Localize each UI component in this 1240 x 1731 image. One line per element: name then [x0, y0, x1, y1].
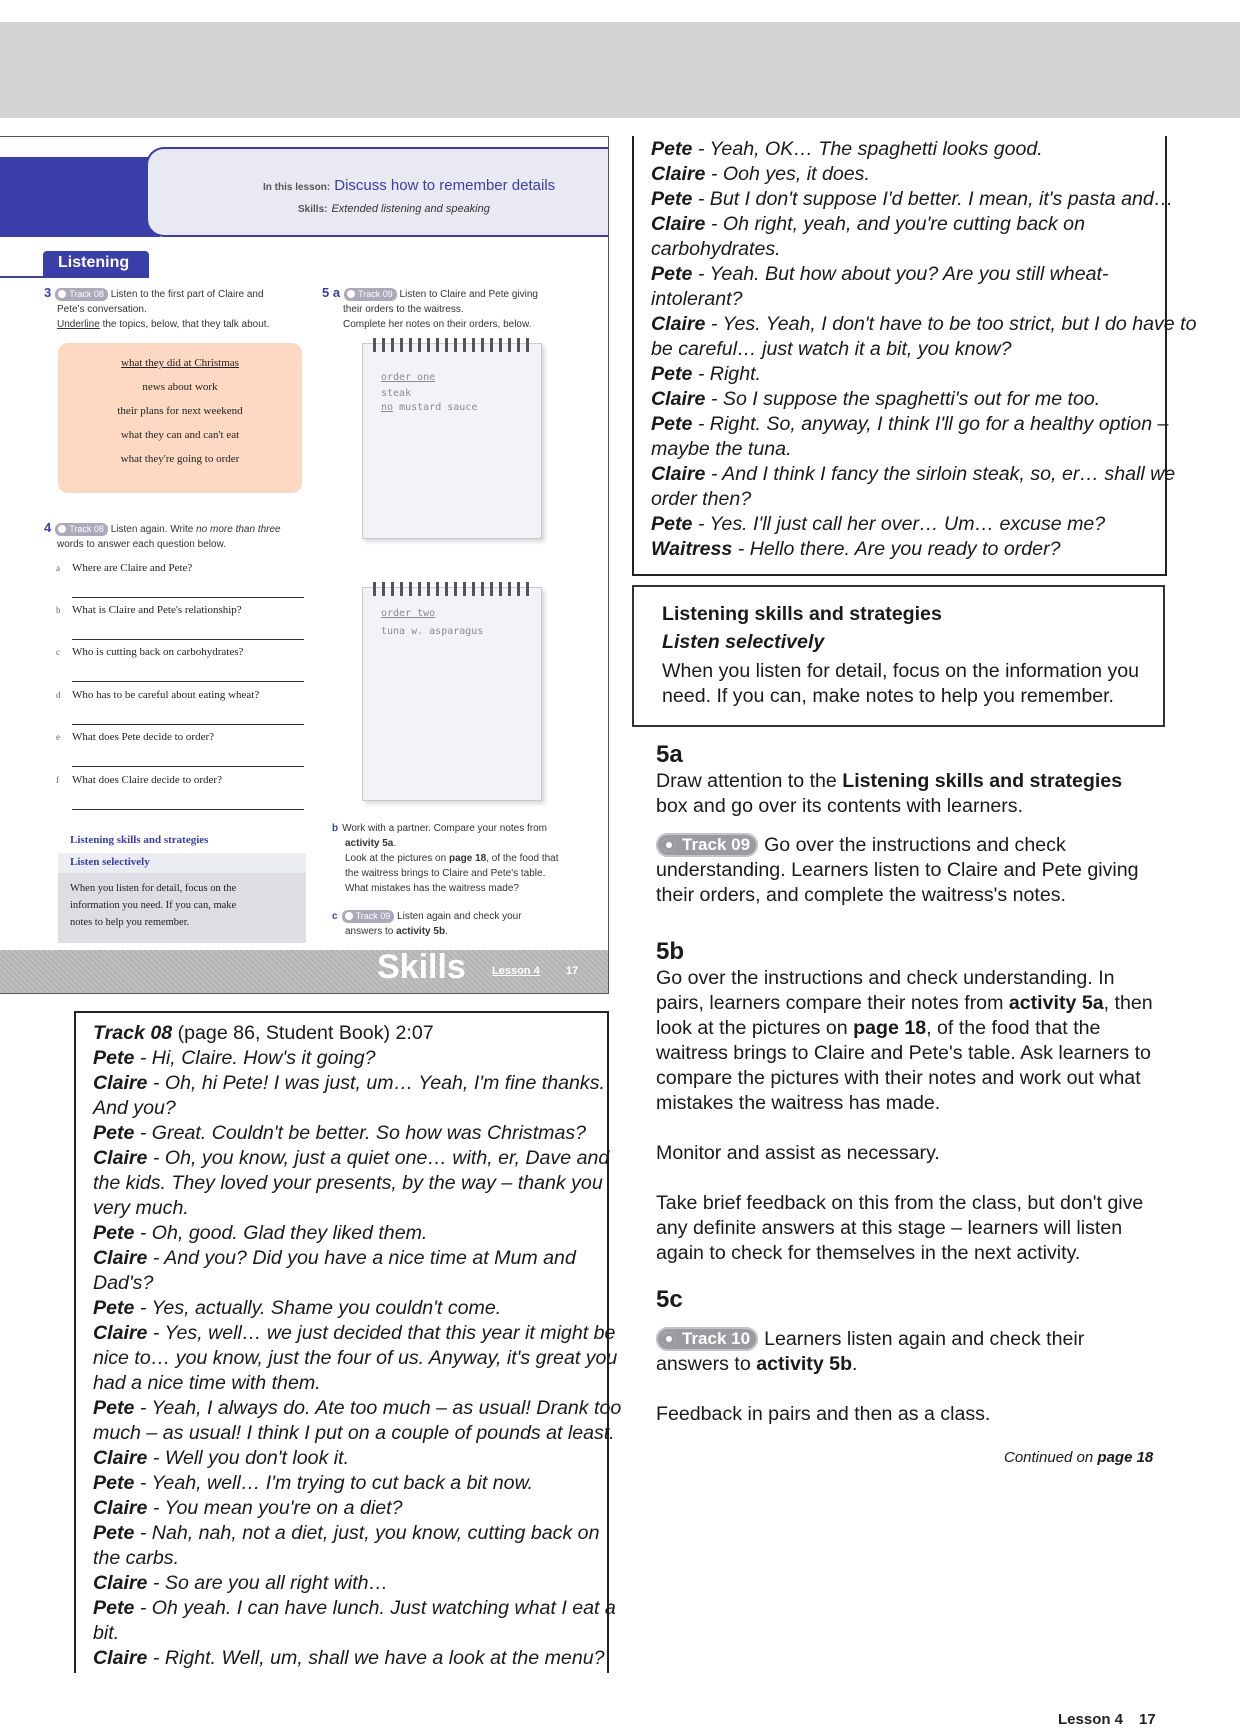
transcript-line [93, 1046, 603, 1071]
speech-text: much – as usual! I think I put on a couple of pounds at least. [93, 1422, 615, 1444]
transcript-line [93, 1546, 603, 1571]
speech-text: And you? [93, 1097, 176, 1119]
speech-text: - Right. Well, um, shall we have a look at the menu? [147, 1647, 605, 1669]
speech-text: - Yes. I'll just call her over… Um… excuse me? [692, 513, 1106, 535]
speech-text: - So I suppose the spaghetti's out for me too. [705, 388, 1101, 410]
lss-small-title: Listening skills and strategies [70, 834, 209, 846]
speaker-name: Claire [651, 213, 706, 235]
speaker-name: Pete [93, 1047, 135, 1069]
transcript-line [93, 1271, 603, 1296]
speaker-name: Claire [651, 313, 706, 335]
speech-text: - Yeah, well… I'm trying to cut back a bit now. [134, 1472, 534, 1494]
speech-text: - Right. [692, 363, 761, 385]
note-5b-para1: Go over the instructions and check understanding. In pairs, learners compare their notes from activity 5a, then look at the pictures on page 18, of the food that the waitress brings to Claire and Pete's table. Ask learners to compare the pictures with their notes and work out what mistakes the waitress has made. [656, 967, 1153, 1114]
speech-text: bit. [93, 1622, 120, 1644]
play-icon [58, 525, 66, 533]
speaker-name: Pete [93, 1122, 135, 1144]
speech-text: order then? [651, 488, 752, 510]
transcript-line [651, 137, 1163, 162]
transcript-line [651, 437, 1163, 462]
speech-text: be careful… just watch it a bit, you know? [651, 338, 1012, 360]
topic-item: what they can and can't eat [120, 429, 240, 441]
top-band [0, 22, 1240, 118]
track-09-chip: Track 09 [344, 288, 397, 301]
speaker-name: Pete [93, 1597, 135, 1619]
transcript-line [93, 1221, 603, 1246]
speaker-name: Claire [93, 1647, 148, 1669]
play-icon [58, 290, 66, 298]
transcript-line [93, 1296, 603, 1321]
speech-text: - Oh, you know, just a quiet one… with, er, Dave and [147, 1147, 610, 1169]
speech-text: had a nice time with them. [93, 1372, 321, 1394]
speech-text: - Great. Couldn't be better. So how was Christmas? [134, 1122, 587, 1144]
transcript-line [651, 462, 1176, 487]
transcript-line [651, 162, 1163, 187]
transcript-line [651, 537, 1163, 562]
speech-text: - And you? Did you have a nice time at Mum and [147, 1247, 576, 1269]
spiral-rings [373, 338, 533, 352]
transcript-line [651, 362, 1163, 387]
speaker-name: Pete [651, 513, 693, 535]
transcript-line [93, 1421, 615, 1446]
play-icon [347, 290, 355, 298]
speech-text: - Yeah. But how about you? Are you still wheat- [692, 263, 1109, 285]
listening-skills-box [632, 585, 1165, 727]
speech-text: - Well you don't look it. [147, 1447, 350, 1469]
note-heading-5b: 5b [656, 938, 685, 965]
transcript-line [651, 212, 1163, 237]
speech-text: - Hi, Claire. How's it going? [134, 1047, 376, 1069]
speaker-name: Pete [651, 263, 693, 285]
speech-text: - Yes. Yeah, I don't have to be too strict, but I do have to [705, 313, 1197, 335]
speaker-name: Claire [651, 388, 706, 410]
footer-skills: Skills [377, 948, 466, 986]
answer-line[interactable] [72, 597, 304, 598]
transcript-line [93, 1196, 603, 1221]
tab-underline [0, 276, 149, 278]
speech-text: the kids. They loved your presents, by the way – thank you [93, 1172, 603, 1194]
exercise-5a: 5 a Track 09 Listen to Claire and Pete giving their orders to the waitress. Complete her notes on their orders, below. [322, 285, 538, 330]
topics-box [58, 343, 302, 493]
speaker-name: Pete [93, 1222, 135, 1244]
transcript-line [651, 287, 1163, 312]
transcript-line [651, 262, 1163, 287]
transcript-line [93, 1071, 603, 1096]
question-item: b What is Claire and Pete's relationship? [56, 604, 242, 616]
footer-lesson: Lesson 4 [492, 965, 540, 977]
student-book-page [0, 136, 609, 994]
transcript-heading: Track 08 (page 86, Student Book) 2:07 [93, 1022, 434, 1044]
notepad-order-one: order one steak no mustard sauce [362, 343, 542, 539]
answer-line[interactable] [72, 681, 304, 682]
speaker-name: Pete [93, 1297, 135, 1319]
transcript-line [93, 1146, 610, 1171]
question-item: f What does Claire decide to order? [56, 774, 222, 786]
track-09-chip: Track 09 [342, 910, 395, 923]
answer-line[interactable] [72, 766, 304, 767]
speech-text: the carbs. [93, 1547, 180, 1569]
note-5b-para2: Monitor and assist as necessary. [656, 1142, 940, 1164]
lesson-header [146, 147, 609, 237]
transcript-line [93, 1571, 603, 1596]
transcript-line [93, 1496, 603, 1521]
speech-text: - Yes, well… we just decided that this year it might be [147, 1322, 616, 1344]
note-5a-para2: Track 09 Go over the instructions and check understanding. Learners listen to Claire and Pete giving their orders, and complete the waitress's notes. [656, 834, 1139, 906]
transcript-line [93, 1521, 603, 1546]
footer-page: 17 [566, 965, 579, 977]
transcript-line [651, 487, 1163, 512]
answer-line[interactable] [72, 724, 304, 725]
transcript-line [651, 237, 1163, 262]
note-5a-para1: Draw attention to the Listening skills and strategies box and go over its contents with learners. [656, 770, 1123, 817]
play-icon [345, 912, 353, 920]
header-bar [0, 157, 160, 237]
note-heading-5c: 5c [656, 1286, 683, 1313]
speaker-name: Pete [93, 1397, 135, 1419]
topic-item: their plans for next weekend [117, 405, 243, 417]
transcript-left [93, 1021, 622, 1671]
speaker-name: Claire [651, 463, 706, 485]
lss-small-box: Listen selectively When you listen for detail, focus on the information you need. If you can, make notes to help you remember. [58, 853, 306, 943]
speech-text: nice to… you know, just the four of us. Anyway, it's great you [93, 1347, 618, 1369]
transcript-line [93, 1596, 616, 1621]
play-icon [662, 838, 676, 852]
speech-text: - Yeah, OK… The spaghetti looks good. [692, 138, 1043, 160]
exercise-3: 3 Track 08 Listen to the first part of Claire and Pete's conversation. Underline the topics, below, that they talk about. [44, 285, 270, 330]
transcript-line [93, 1096, 603, 1121]
speech-text: - Oh yeah. I can have lunch. Just watching what I eat a [134, 1597, 616, 1619]
speech-text: - Oh right, yeah, and you're cutting back on [705, 213, 1085, 235]
track-08-chip: Track 08 [55, 523, 108, 536]
spiral-rings [373, 582, 533, 596]
notepad-order-two: order two tuna w. asparagus [362, 587, 542, 801]
transcript-line [93, 1446, 603, 1471]
transcript-right [651, 137, 1197, 562]
speech-text: - Ooh yes, it does. [705, 163, 870, 185]
speaker-name: Pete [93, 1522, 135, 1544]
speech-text: maybe the tuna. [651, 438, 792, 460]
speaker-name: Claire [93, 1322, 148, 1344]
track-09-button[interactable]: Track 09 [656, 833, 758, 857]
transcript-line [651, 187, 1174, 212]
speech-text: Dad's? [93, 1272, 154, 1294]
transcript-line [93, 1346, 618, 1371]
transcript-line [651, 312, 1197, 337]
speech-text: - You mean you're on a diet? [147, 1497, 403, 1519]
speaker-name: Pete [651, 188, 693, 210]
speaker-name: Pete [651, 363, 693, 385]
topic-item: what they did at Christmas [121, 357, 239, 369]
note-5c-para1: Track 10 Learners listen again and check their answers to activity 5b. [656, 1328, 1085, 1375]
speech-text: - And I think I fancy the sirloin steak, so, er… shall we [705, 463, 1176, 485]
transcript-line [93, 1621, 603, 1646]
question-item: c Who is cutting back on carbohydrates? [56, 646, 244, 658]
speech-text: - Yes, actually. Shame you couldn't come. [134, 1297, 502, 1319]
lss-text: When you listen for detail, focus on the information you need. If you can, make notes to help you remember. [662, 660, 1140, 707]
speaker-name: Pete [93, 1472, 135, 1494]
track-08-chip: Track 08 [55, 288, 108, 301]
speech-text: - Nah, nah, not a diet, just, you know, cutting back on [134, 1522, 600, 1544]
page-footer: Lesson 4 17 [1058, 1711, 1156, 1728]
lesson-line: In this lesson: Discuss how to remember details [263, 177, 556, 194]
speech-text: carbohydrates. [651, 238, 781, 260]
answer-line[interactable] [72, 809, 304, 810]
transcript-line [93, 1371, 603, 1396]
speaker-name: Claire [93, 1072, 148, 1094]
transcript-line [93, 1246, 603, 1271]
track-10-button[interactable]: Track 10 [656, 1327, 758, 1351]
note-5c-para2: Feedback in pairs and then as a class. [656, 1403, 991, 1425]
lss-subtitle: Listen selectively [662, 631, 825, 653]
transcript-line [93, 1321, 616, 1346]
speech-text: - Right. So, anyway, I think I'll go for a healthy option – [692, 413, 1169, 435]
section-tab-listening: Listening [43, 251, 149, 277]
exercise-5c: c Track 09 Listen again and check your answers to activity 5b. [332, 910, 522, 937]
speaker-name: Claire [651, 163, 706, 185]
answer-line[interactable] [72, 639, 304, 640]
note-5b-para3: Take brief feedback on this from the class, but don't give any definite answers at this stage – learners will listen again to check for themselves in the next activity. [656, 1192, 1144, 1264]
transcript-line [93, 1646, 603, 1671]
transcript-line [93, 1396, 622, 1421]
skills-line: Skills: Extended listening and speaking [298, 203, 490, 215]
speaker-name: Pete [651, 413, 693, 435]
speech-text: - Oh, good. Glad they liked them. [134, 1222, 428, 1244]
question-item: e What does Pete decide to order? [56, 731, 215, 743]
topic-item: what they're going to order [120, 453, 240, 465]
transcript-line [93, 1121, 603, 1146]
speech-text: - Hello there. Are you ready to order? [732, 538, 1061, 560]
speech-text: - Yeah, I always do. Ate too much – as usual! Drank too [134, 1397, 622, 1419]
topic-item: news about work [142, 381, 218, 393]
play-icon [662, 1332, 676, 1346]
speaker-name: Pete [651, 138, 693, 160]
speech-text: - But I don't suppose I'd better. I mean, it's pasta and… [692, 188, 1174, 210]
transcript-line [93, 1471, 603, 1496]
book-footer [0, 950, 609, 994]
transcript-line [93, 1171, 603, 1196]
speaker-name: Claire [93, 1497, 148, 1519]
speaker-name: Waitress [651, 538, 733, 560]
question-item: d Who has to be careful about eating wheat? [56, 689, 260, 701]
transcript-line [651, 412, 1169, 437]
lesson-title: Discuss how to remember details [334, 177, 556, 194]
speech-text: intolerant? [651, 288, 743, 310]
transcript-line [651, 337, 1163, 362]
transcript-line [651, 512, 1163, 537]
continued-on: Continued on page 18 [1004, 1449, 1154, 1466]
speaker-name: Claire [93, 1572, 148, 1594]
transcript-line [651, 387, 1163, 412]
speaker-name: Claire [93, 1447, 148, 1469]
exercise-4: 4 Track 08 Listen again. Write no more than three words to answer each question below. [44, 520, 281, 550]
exercise-5b: b Work with a partner. Compare your notes from activity 5a. Look at the pictures on page 18, of the food that the waitress brings to Claire and Pete's table. What mistakes has the waitress made? [332, 823, 559, 894]
note-heading-5a: 5a [656, 741, 683, 768]
speech-text: - So are you all right with… [147, 1572, 389, 1594]
speaker-name: Claire [93, 1247, 148, 1269]
speaker-name: Claire [93, 1147, 148, 1169]
question-item: a Where are Claire and Pete? [56, 562, 193, 574]
lss-title: Listening skills and strategies [662, 603, 942, 625]
speech-text: - Oh, hi Pete! I was just, um… Yeah, I'm fine thanks. [147, 1072, 605, 1094]
speech-text: very much. [93, 1197, 189, 1219]
